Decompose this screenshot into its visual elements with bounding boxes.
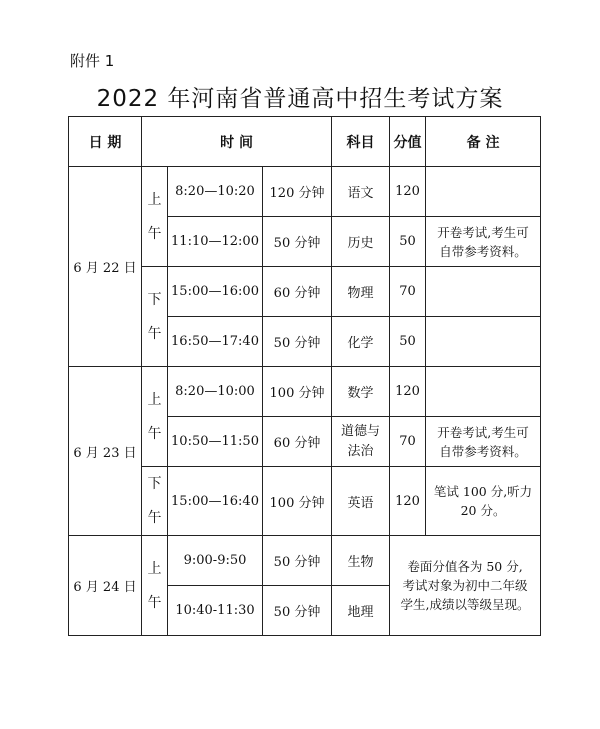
score-cell: 50 — [390, 317, 426, 367]
subject-cell: 化学 — [332, 317, 390, 367]
score-cell: 70 — [390, 417, 426, 467]
time-cell: 9:00-9:50 — [168, 536, 263, 586]
time-cell: 8:20—10:00 — [168, 367, 263, 417]
score-cell: 120 — [390, 467, 426, 536]
note-cell — [426, 367, 541, 417]
attachment-label: 附件 1 — [70, 52, 115, 70]
period-cell: 上 午 — [142, 367, 168, 467]
subject-cell: 物理 — [332, 267, 390, 317]
period-cell: 下 午 — [142, 267, 168, 367]
exam-schedule-table — [68, 116, 541, 636]
score-cell: 70 — [390, 267, 426, 317]
header-subject: 科目 — [332, 117, 390, 167]
time-cell: 15:00—16:40 — [168, 467, 263, 536]
table-row — [69, 167, 541, 217]
subject-cell: 生物 — [332, 536, 390, 586]
document-title: 2022 年河南省普通高中招生考试方案 — [96, 86, 504, 112]
score-cell: 50 — [390, 217, 426, 267]
header-score: 分值 — [390, 117, 426, 167]
date-cell: 6 月 24 日 — [69, 536, 142, 636]
header-time: 时 间 — [142, 117, 332, 167]
duration-cell: 50 分钟 — [263, 536, 332, 586]
subject-cell: 地理 — [332, 586, 390, 636]
date-cell: 6 月 22 日 — [69, 167, 142, 367]
header-row — [69, 117, 541, 167]
subject-cell: 历史 — [332, 217, 390, 267]
note-cell: 开卷考试,考生可 自带参考资料。 — [426, 217, 541, 267]
duration-cell: 100 分钟 — [263, 367, 332, 417]
subject-cell: 英语 — [332, 467, 390, 536]
score-cell: 120 — [390, 167, 426, 217]
date-cell: 6 月 23 日 — [69, 367, 142, 536]
time-cell: 15:00—16:00 — [168, 267, 263, 317]
note-cell — [426, 317, 541, 367]
note-cell: 开卷考试,考生可 自带参考资料。 — [426, 417, 541, 467]
duration-cell: 50 分钟 — [263, 317, 332, 367]
period-cell: 上 午 — [142, 167, 168, 267]
duration-cell: 100 分钟 — [263, 467, 332, 536]
subject-cell: 道德与 法治 — [332, 417, 390, 467]
note-cell: 笔试 100 分,听力 20 分。 — [426, 467, 541, 536]
duration-cell: 60 分钟 — [263, 417, 332, 467]
header-note: 备 注 — [426, 117, 541, 167]
note-cell — [426, 167, 541, 217]
subject-cell: 数学 — [332, 367, 390, 417]
duration-cell: 50 分钟 — [263, 586, 332, 636]
period-cell: 下 午 — [142, 467, 168, 536]
header-date: 日 期 — [69, 117, 142, 167]
duration-cell: 120 分钟 — [263, 167, 332, 217]
note-cell: 卷面分值各为 50 分, 考试对象为初中二年级 学生,成绩以等级呈现。 — [390, 536, 541, 636]
time-cell: 10:40-11:30 — [168, 586, 263, 636]
period-cell: 上 午 — [142, 536, 168, 636]
time-cell: 16:50—17:40 — [168, 317, 263, 367]
table-row — [69, 536, 541, 586]
score-cell: 120 — [390, 367, 426, 417]
duration-cell: 50 分钟 — [263, 217, 332, 267]
time-cell: 11:10—12:00 — [168, 217, 263, 267]
subject-cell: 语文 — [332, 167, 390, 217]
duration-cell: 60 分钟 — [263, 267, 332, 317]
table-row — [69, 367, 541, 417]
time-cell: 8:20—10:20 — [168, 167, 263, 217]
time-cell: 10:50—11:50 — [168, 417, 263, 467]
note-cell — [426, 267, 541, 317]
